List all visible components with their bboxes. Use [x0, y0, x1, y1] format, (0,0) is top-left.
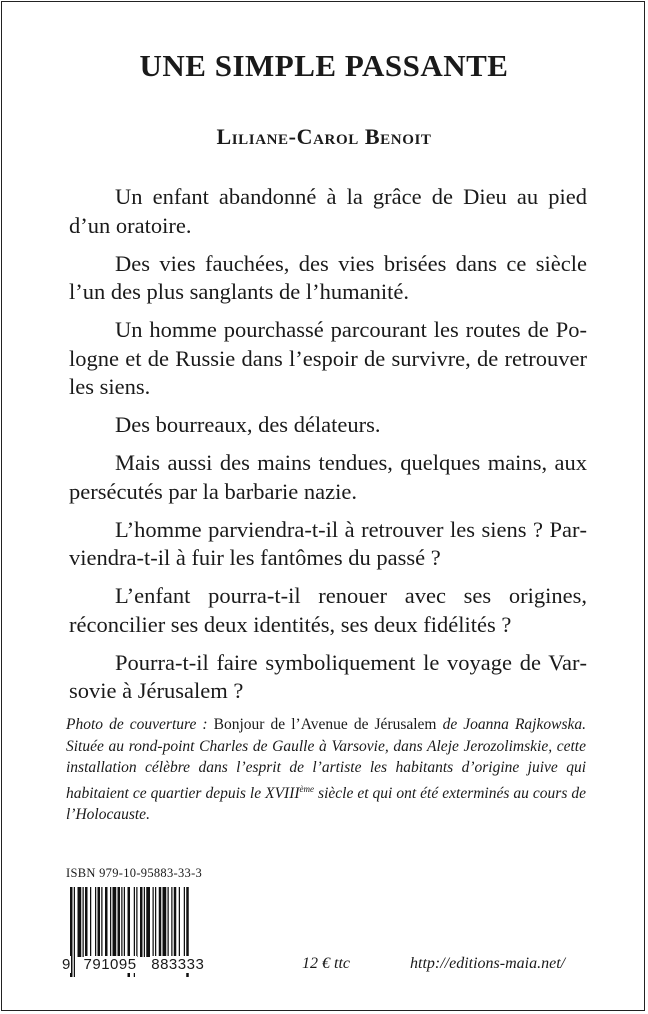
- credit-description: de Joanna Rajkowska. Située au rond-point Charles de Gaulle à Varsovie, dans Aleje Jerozolimskie, cette installation célèbre dans l’esprit de l’artiste les habitants d’origine juive qui habitaient ce quartier depuis le XVIII: [66, 716, 586, 802]
- publisher-website[interactable]: http://editions-maia.net/: [410, 955, 566, 972]
- barcode-bar: [105, 887, 108, 957]
- barcode-bar: [159, 887, 162, 957]
- book-author: Liliane-Carol Benoit: [216, 124, 432, 149]
- blurb-paragraph: Pourra-t-il faire symboliquement le voyage de Varsovie à Jérusalem ?: [69, 649, 587, 703]
- price: 12 € ttc: [302, 955, 350, 972]
- credit-label: Photo de couverture :: [66, 716, 208, 733]
- barcode-bar: [110, 887, 111, 957]
- barcode-bar: [118, 887, 121, 957]
- barcode-bar: [163, 887, 167, 957]
- barcode-left-digits: 791095: [83, 956, 137, 973]
- barcode-bar: [136, 887, 137, 957]
- barcode-bar: [124, 887, 125, 957]
- barcode-bar: [101, 887, 102, 957]
- credit-superscript: ème: [299, 783, 315, 794]
- blurb-paragraph: Un homme pourchassé parcourant les routes de Pologne et de Russie dans l’espoir de survivre, de retrouver les siens.: [69, 317, 587, 399]
- barcode-bar: [168, 887, 169, 957]
- barcode-bar: [140, 887, 143, 957]
- barcode-bar: [95, 887, 96, 957]
- barcode-bar: [144, 887, 145, 957]
- barcode-bar: [121, 887, 122, 957]
- barcode-bar: [113, 887, 117, 957]
- barcode-bar: [174, 887, 177, 957]
- barcode-first-digit: 9: [62, 956, 71, 973]
- credit-description-end: siècle et qui ont été exterminés au cours de l’Holocauste.: [66, 784, 586, 824]
- barcode-bar: [98, 887, 101, 957]
- credit-work: Bonjour de l’Avenue de Jérusalem: [207, 716, 443, 733]
- barcode-bar: [171, 887, 172, 957]
- cover-photo-credit: [66, 714, 586, 826]
- barcode-digits: [62, 956, 232, 973]
- barcode-right-digits: 883333: [151, 956, 205, 973]
- barcode-bar: [179, 887, 180, 957]
- barcode-bar: [90, 887, 91, 957]
- barcode-bar: [153, 887, 154, 957]
- blurb-paragraph: Des vies fauchées, des vies brisées dans ce siècle l’un des plus sanglants de l’humanité.: [69, 250, 587, 304]
- blurb-paragraph: Des bourreaux, des délateurs.: [115, 412, 381, 437]
- blurb-paragraph: Un enfant abandonné à la grâce de Dieu au pied d’un oratoire.: [69, 184, 587, 238]
- blurb-paragraph: Mais aussi des mains tendues, quelques mains, aux persécutés par la barbarie nazie.: [69, 450, 587, 504]
- barcode-bar: [184, 887, 185, 957]
- barcode-bar: [155, 887, 156, 957]
- isbn-number: ISBN 979-10-95883-33-3: [66, 866, 203, 880]
- barcode-bar: [146, 887, 150, 957]
- barcode-bar: [83, 887, 84, 957]
- barcode-bar: [85, 887, 88, 957]
- blurb: [69, 183, 587, 715]
- blurb-paragraph: L’homme parviendra-t-il à retrouver les siens ? Parviendra-t-il à fuir les fantômes du passé ?: [69, 516, 587, 570]
- blurb-paragraph: L’enfant pourra-t-il renouer avec ses origines, réconcilier ses deux identités, ses deux fidélités ?: [69, 583, 587, 637]
- barcode-bar: [78, 887, 82, 957]
- book-title: UNE SIMPLE PASSANTE: [139, 48, 509, 83]
